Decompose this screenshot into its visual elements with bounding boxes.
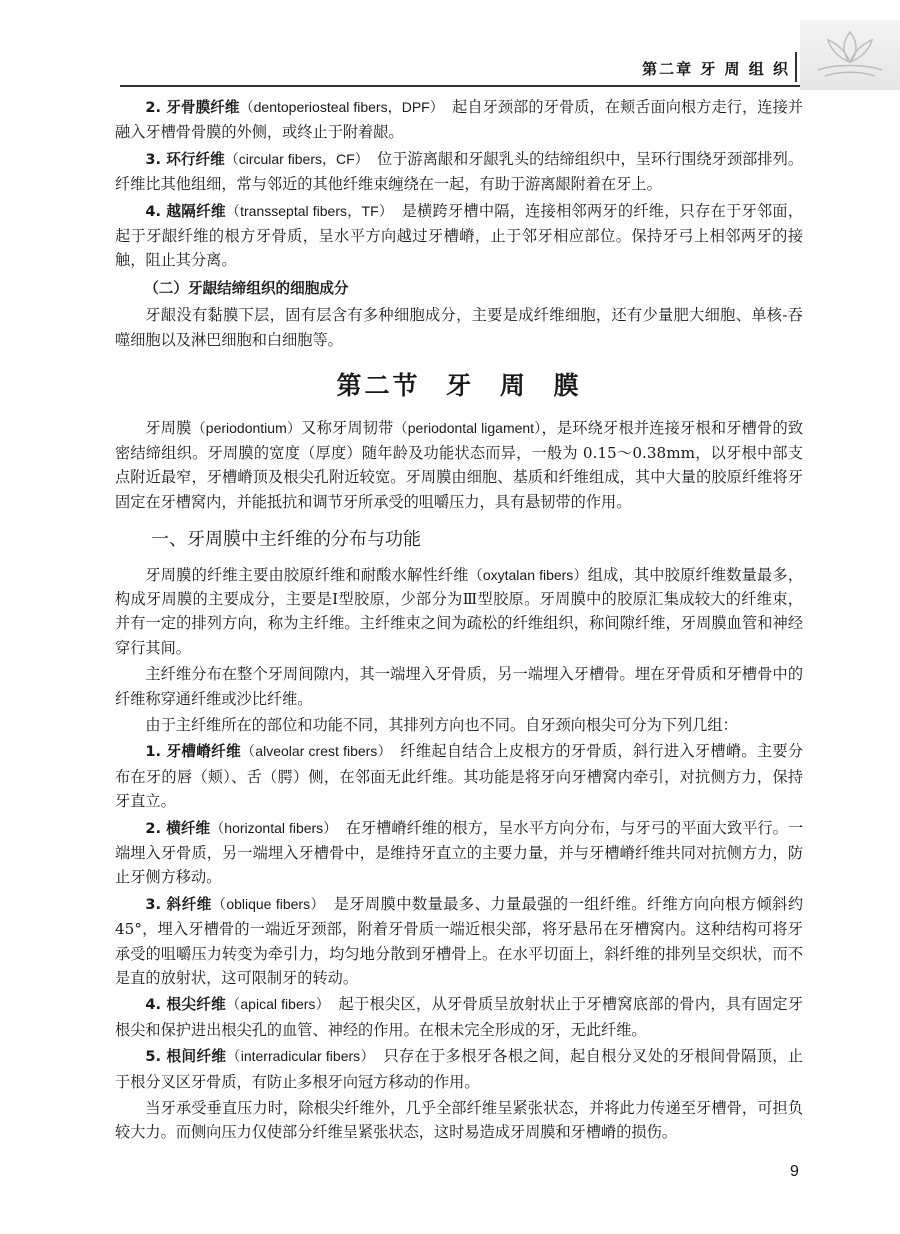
fiber-term-en: （interradicular fibers） — [226, 1048, 368, 1065]
part-paragraph: 当牙承受垂直压力时，除根尖纤维外，几乎全部纤维呈紧张状态，并将此力传递至牙槽骨，可担负较大力。而侧向压力仅使部分纤维呈紧张状态，这时易造成牙周膜和牙槽嵴的损伤。 — [115, 1099, 803, 1142]
fiber-term-en: （dentoperiosteal fibers，DPF） — [239, 99, 437, 115]
fiber-term: 3. 斜纤维 — [145, 895, 212, 913]
fiber-text: 是横跨牙槽中隔，连接相邻两牙的纤维，只存在于牙邻面，起于牙龈纤维的根方牙骨质，呈水平方向越过牙槽嵴，止于邻牙相应部位。保持牙弓上相邻两牙的接触，阻止其分离。 — [115, 201, 804, 270]
fiber-text: 在牙槽嵴纤维的根方，呈水平方向分布，与牙弓的平面大致平行。一端埋入牙骨质，另一端埋入牙槽骨中，是维持牙直立的主要力量，并与牙槽嵴纤维共同对抗侧方力，防止牙侧方移动。 — [115, 818, 804, 887]
fiber-paragraph — [115, 892, 803, 991]
page-number: 9 — [790, 1163, 799, 1180]
fiber-term-en: （transseptal fibers，TF） — [225, 202, 387, 219]
intro-text: 牙周膜 — [145, 419, 192, 438]
section-title: 第二节 牙 周 膜 — [336, 371, 582, 401]
fiber-paragraph — [115, 1044, 803, 1094]
intro-term-en: （periodontium） — [191, 420, 302, 437]
intro-term-en: （periodontal ligament） — [393, 420, 542, 437]
fiber-text: 是牙周膜中数量最多、力量最强的一组纤维。纤维方向向根方倾斜约 45°，埋入牙槽骨的一端近牙颈部，附着牙骨质一端近根尖部，将牙悬吊在牙槽窝内。这种结构可将牙承受的咀嚼压力转变为牵引力，均匀地分散到牙槽骨上。在水平切面上，斜纤维的排列呈交织状，而不是直的放射状，这可限制牙的转动。 — [115, 894, 804, 987]
fiber-paragraph — [115, 147, 803, 197]
chapter-title: 第二章 牙 周 组 织 — [642, 60, 790, 78]
fiber-paragraph — [115, 816, 803, 890]
part-term-en: （oxytalan fibers） — [468, 566, 588, 583]
fiber-text: 位于游离龈和牙龈乳头的结缔组织中，呈环行围绕牙颈部排列。纤维比其他组细，常与邻近的其他纤维束缠绕在一起，有助于游离龈附着在牙上。 — [115, 149, 804, 194]
intro-text: ，是环绕牙根并连接牙根和牙槽骨的致密结缔组织。牙周膜的宽度（厚度）随年龄及功能状态而异，一般为 0.15～0.38mm，以牙根中部支点附近最窄，牙槽嵴顶及根尖孔附近较宽。牙周膜由细胞、基质和纤维组成，其中大量的胶原纤维将牙固定在牙槽窝内，并能抵抗和调节牙所承受的咀嚼压力，具有悬韧带的作用。 — [115, 419, 804, 511]
fiber-text: 纤维起自结合上皮根方的牙骨质，斜行进入牙槽嵴。主要分布在牙的唇（颊）、舌（腭）侧，在邻面无此纤维。其功能是将牙向牙槽窝内牵引，对抗侧方力，保持牙直立。 — [115, 742, 804, 811]
fiber-paragraph — [115, 199, 803, 273]
intro-text: 又称牙周韧带 — [301, 419, 394, 438]
fiber-paragraph — [115, 95, 803, 145]
fiber-paragraph — [115, 739, 803, 813]
fiber-term-en: （alveolar crest fibers） — [241, 743, 385, 760]
fiber-term-en: （horizontal fibers） — [210, 819, 331, 836]
fiber-term: 3. 环行纤维 — [145, 150, 225, 168]
fiber-term: 5. 根间纤维 — [145, 1048, 227, 1066]
fiber-term: 2. 横纤维 — [145, 819, 211, 837]
fiber-term-en: （oblique fibers） — [211, 895, 319, 912]
header-rule — [120, 85, 800, 87]
part-heading: 一、牙周膜中主纤维的分布与功能 — [151, 529, 421, 551]
section-intro-paragraph — [115, 416, 803, 514]
fiber-term: 4. 根尖纤维 — [145, 996, 227, 1014]
page-body — [115, 95, 803, 1145]
fiber-term: 2. 牙骨膜纤维 — [145, 99, 240, 116]
fiber-text: 只存在于多根牙各根之间，起自根分叉处的牙根间骨隔顶，止于根分叉区牙骨质，有防止多根牙向冠方移动的作用。 — [115, 1047, 804, 1091]
part-text: 组成，其中胶原纤维数量最多，构成牙周膜的主要成分，主要是Ⅰ型胶原，少部分为Ⅲ型胶原。牙周膜中的胶原汇集成较大的纤维束，并有一定的排列方向，称为主纤维。主纤维束之间为疏松的纤维组织，称间隙纤维，牙周膜血管和神经穿行其间。 — [115, 565, 804, 657]
fiber-paragraph — [115, 992, 803, 1042]
subsection-paragraph: 牙龈没有黏膜下层，固有层含有多种细胞成分，主要是成纤维细胞，还有少量肥大细胞、单核-吞噬细胞以及淋巴细胞和白细胞等。 — [115, 306, 803, 349]
page-header — [0, 0, 900, 90]
fiber-term: 1. 牙槽嵴纤维 — [145, 743, 241, 761]
part-paragraph: 主纤维分布在整个牙周间隙内，其一端埋入牙骨质，另一端埋入牙槽骨。埋在牙骨质和牙槽骨中的纤维称穿通纤维或沙比纤维。 — [115, 665, 803, 708]
fiber-text: 起自牙颈部的牙骨质，在颊舌面向根方走行，连接并融入牙槽骨骨膜的外侧，或终止于附着龈。 — [115, 98, 804, 142]
fiber-term: 4. 越隔纤维 — [145, 202, 226, 220]
fiber-text: 起于根尖区，从牙骨质呈放射状止于牙槽窝底部的骨内，具有固定牙根尖和保护进出根尖孔的血管、神经的作用。在根未完全形成的牙，无此纤维。 — [115, 995, 804, 1039]
header-divider-bar — [795, 52, 797, 82]
lotus-logo-icon — [800, 20, 900, 90]
subsection-heading: （二）牙龈结缔组织的细胞成分 — [144, 279, 349, 297]
part-paragraph — [115, 563, 803, 661]
part-paragraph: 由于主纤维所在的部位和功能不同，其排列方向也不同。自牙颈向根尖可分为下列几组： — [145, 715, 738, 734]
fiber-term-en: （circular fibers，CF） — [224, 150, 362, 167]
part-text: 牙周膜的纤维主要由胶原纤维和耐酸水解性纤维 — [145, 565, 469, 584]
fiber-term-en: （apical fibers） — [226, 996, 324, 1013]
chapter-logo — [800, 20, 900, 90]
